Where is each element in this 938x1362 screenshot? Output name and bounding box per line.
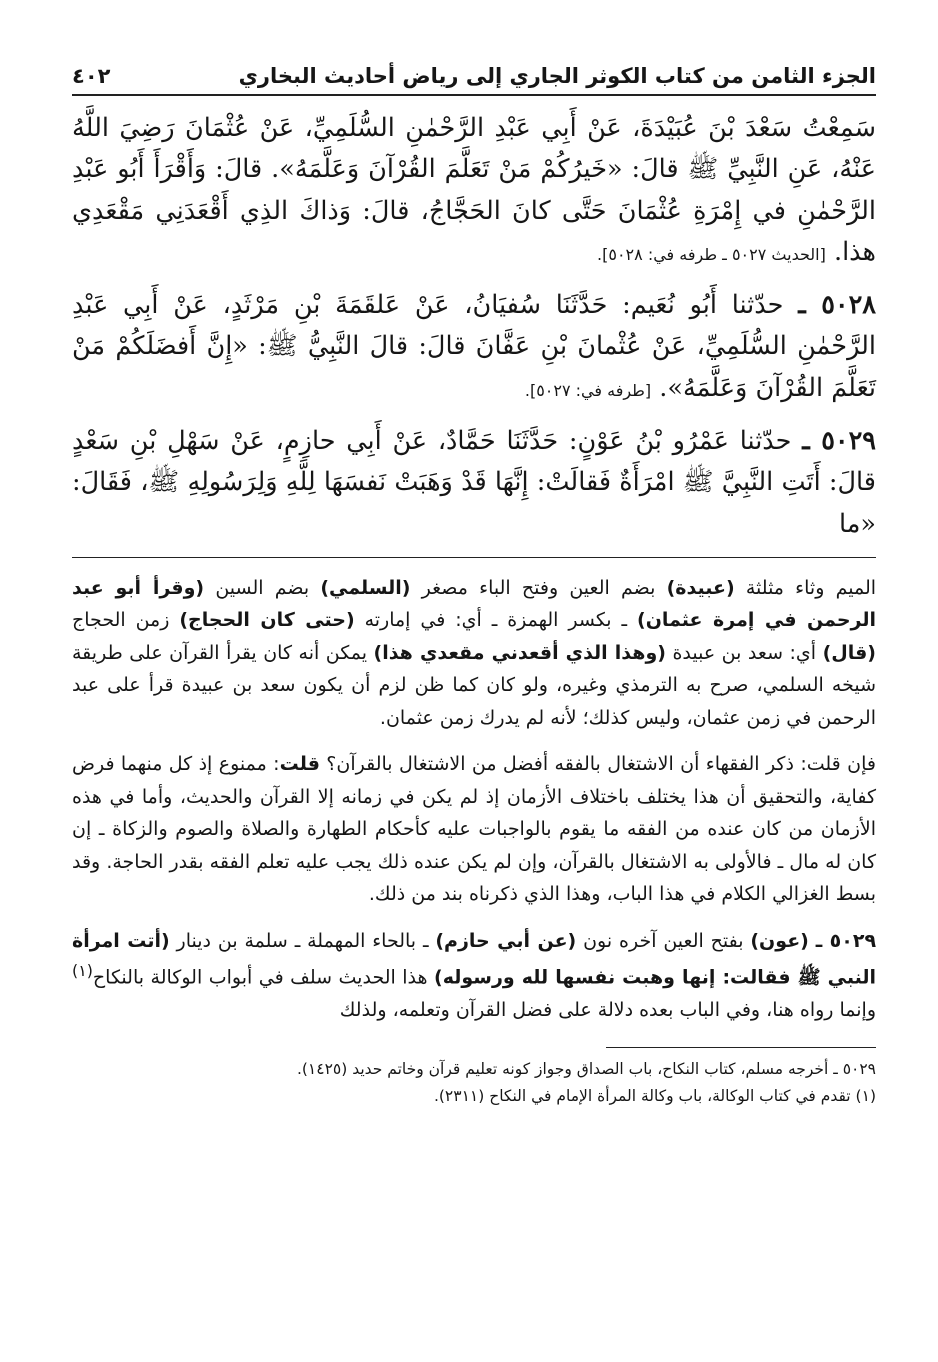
commentary-block <box>72 572 876 1027</box>
commentary-text: بفتح العين آخره نون <box>576 929 751 952</box>
commentary-text: أي: سعد بن عبيدة <box>665 641 823 664</box>
footnote: (١) تقدم في كتاب الوكالة، باب وكالة المرأة الإمام في النكاح (٢٣١١). <box>433 1086 876 1105</box>
quoted-term: (قال) <box>822 641 876 664</box>
hadith-5027-continuation <box>72 108 876 273</box>
commentary-text: زمن الحجاج <box>72 609 180 632</box>
quoted-term: (وقرأ أبو عبد الرحمن في إمرة عثمان) <box>72 576 877 632</box>
commentary-paragraph <box>72 572 876 734</box>
quoted-term: (عبيدة) <box>666 576 735 599</box>
commentary-paragraph <box>72 748 876 910</box>
footnotes <box>72 1056 876 1110</box>
quoted-term: (أتت امرأة النبي ﷺ فقالت: إنها وهبت نفسها لله ورسوله) <box>72 929 877 989</box>
quoted-term: (وهذا الذي أقعدني مقعدي هذا) <box>373 641 666 664</box>
section-divider <box>72 557 876 558</box>
hadith-5028 <box>72 285 876 409</box>
hadith-5029-text: حدّثنا عَمْرُو بْنُ عَوْنٍ: حَدَّثَنَا حَمَّادٌ، عَنْ أَبِي حازِمٍ، عَنْ سَهْلِ بْنِ سَعْدٍ قالَ: أَتَتِ النَّبِيَّ ﷺ امْرَأَةٌ فَقالَتْ: إِنَّهَا قَدْ وَهَبَتْ نَفسَهَا لِلَّهِ وَلِرَسُولِهِ ﷺ، فَقَالَ: «ما <box>72 426 876 539</box>
commentary-paragraph <box>72 925 876 1027</box>
book-page <box>72 54 876 1110</box>
hadith-5027-reference: [الحديث ٥٠٢٧ ـ طرفه في: ٥٠٢٨]. <box>597 244 826 264</box>
quoted-term: (عن أبي حازم) <box>435 929 577 952</box>
commentary-text: وإنما رواه هنا، وفي الباب بعده دلالة على فضل القرآن وتعلمه، ولذلك <box>339 999 876 1022</box>
hadith-5027-text: سَمِعْتُ سَعْدَ بْنَ عُبَيْدَةَ، عَنْ أَبِي عَبْدِ الرَّحْمٰنِ السُّلَمِيِّ، عَنْ عُثْمَانَ رَضِيَ اللَّهُ عَنْهُ، عَنِ النَّبِيِّ ﷺ قالَ: «خَيرُكُمْ مَنْ تَعَلَّمَ القُرْآنَ وَعَلَّمَهُ». قالَ: وَأَقْرَأَ أَبُو عَبْدِ الرَّحْمٰنِ في إِمْرَةِ عُثْمَانَ حَتَّى كانَ الحَجَّاجُ، قالَ: وَذاكَ الذِي أَقْعَدَنِي مَقْعَدِي هذا. <box>72 113 876 267</box>
commentary-text: فإن قلت: ذكر الفقهاء أن الاشتغال بالفقه أفضل من الاشتغال بالقرآن؟ <box>319 753 876 776</box>
footnote-divider <box>606 1047 876 1048</box>
page-header <box>72 54 876 96</box>
quoted-term: (حتى كان الحجاج) <box>179 609 355 632</box>
hadith-5029 <box>72 421 876 545</box>
hadith-text-block <box>72 108 876 545</box>
commentary-text: بضم السين <box>204 576 321 599</box>
commentary-text: ـ بالحاء المهملة ـ سلمة بن دينار <box>169 929 436 952</box>
page-number: ٤٠٢ <box>72 64 111 88</box>
hadith-number: ٥٠٢٩ ـ <box>802 426 876 457</box>
footnote-marker: (١) <box>72 961 93 981</box>
commentary-text: يمكن أنه كان يقرأ القرآن على طريقة شيخه السلمي، صرح به الترمذي وغيره، ولو كان كما ظن لزم أن يكون سعد بن عبيدة قرأ على عبد الرحمن في زمن عثمان، وليس كذلك؛ لأنه لم يدرك زمن عثمان. <box>72 641 876 729</box>
commentary-text: ـ بكسر الهمزة ـ أي: في إمارته <box>354 609 638 632</box>
hadith-number: ٥٠٢٨ ـ <box>798 290 876 321</box>
hadith-5028-reference: [طرفه في: ٥٠٢٧]. <box>524 380 652 400</box>
commentary-text: بضم العين وفتح الباء مصغر <box>410 576 667 599</box>
hadith-5028-text: حدّثنا أَبُو نُعَيم: حَدَّثَنَا سُفيَانُ، عَنْ عَلقَمَةَ بْنِ مَرْثَدٍ، عَنْ أَبِي عَبْدِ الرَّحْمٰنِ السُّلَمِيِّ، عَنْ عُثْمانَ بْنِ عَفَّانَ قالَ: قالَ النَّبِيُّ ﷺ: «إِنَّ أَفضَلَكُمْ مَنْ تَعَلَّمَ القُرْآنَ وَعَلَّمَهُ». <box>72 290 876 403</box>
quoted-term: (السلمي) <box>320 576 411 599</box>
commentary-text: : ممنوع إذ كل منهما فرض كفاية، والتحقيق أن هذا يختلف باختلاف الأزمان إذ لم يكن في زمانه إلا القرآن والحديث، وأما في هذه الأزمان من كان عنده من الفقه ما يقوم بالواجبات عليه كأحكام الطهارة والصلاة والصوم والزكاة ـ إن كان له مال ـ فالأولى به الاشتغال بالقرآن، وإن لم يكن عنده ذلك يجب عليه تعلم الفقه بقدر الحاجة. وقد بسط الغزالي الكلام في هذا الباب، وهذا الذي ذكرناه بند من ذلك. <box>72 753 876 906</box>
quoted-term: (عون) <box>750 929 809 952</box>
footnote: ٥٠٢٩ ـ أخرجه مسلم، كتاب النكاح، باب الصداق وجواز كونه تعليم قرآن وخاتم حديد (١٤٢٥). <box>296 1059 876 1078</box>
running-title: الجزء الثامن من كتاب الكوثر الجاري إلى رياض أحاديث البخاري <box>238 64 876 88</box>
quoted-term: قلت <box>279 753 320 776</box>
commentary-text: هذا الحديث سلف في أبواب الوكالة بالنكاح <box>92 966 435 989</box>
hadith-number: ٥٠٢٩ ـ <box>815 929 877 952</box>
commentary-text: الميم وثاء مثلثة <box>734 576 877 599</box>
